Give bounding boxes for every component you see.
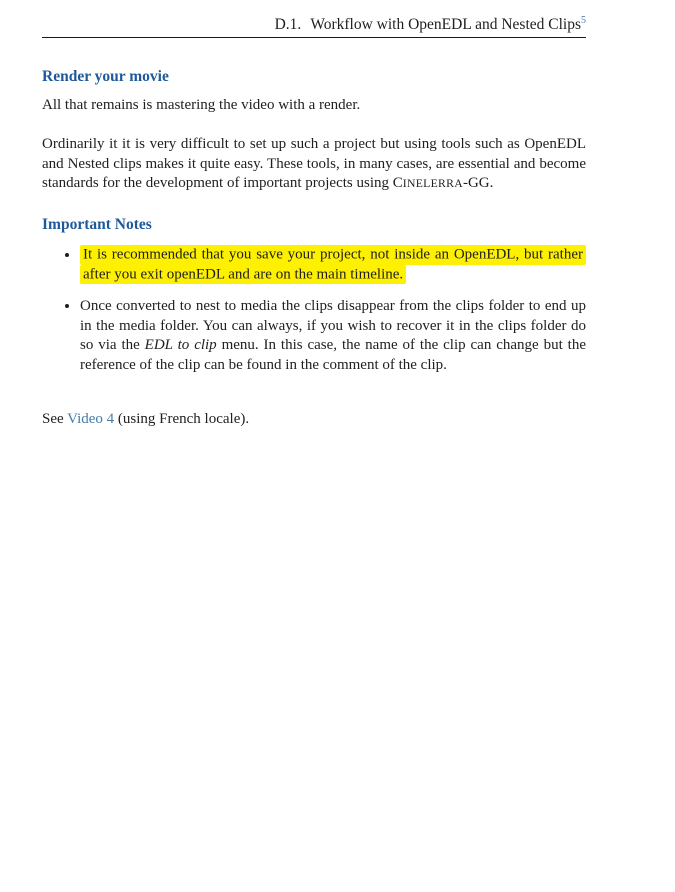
header-section-number: D.1. (274, 16, 302, 33)
video-4-link[interactable]: Video 4 (67, 411, 115, 428)
list-item-save-project (80, 245, 586, 285)
menu-name-edl-to-clip: EDL to clip (144, 337, 217, 354)
note2-text-start: Once converted to nest to media the clips disappear from the clips folder to end up in the media folder. You can always, if you wish to recover it in the clips folder do so via the (80, 298, 586, 354)
notes-list (42, 245, 586, 375)
brand-smallcaps: INELERRA (402, 177, 463, 191)
highlighted-note: It is recommended that you save your project, not inside an OpenEDL, but rather after you exit openEDL and are on the main timeline. (80, 245, 586, 284)
note2-text-end: menu. In this case, the name of the clip can change but the reference of the clip can be found in the comment of the clip. (80, 337, 586, 373)
brand-initial: C (392, 175, 403, 192)
heading-important-notes: Important Notes (42, 215, 152, 233)
running-header (42, 15, 586, 38)
heading-render-your-movie: Render your movie (42, 68, 169, 85)
see-line-suffix: (using French locale). (114, 411, 250, 428)
brand-cinelerra-gg (393, 175, 494, 191)
list-item-nest-to-media (80, 296, 586, 375)
footnote-marker-link[interactable]: 5 (581, 14, 586, 26)
paragraph-tools (42, 135, 586, 193)
see-line-prefix: See (42, 411, 68, 428)
paragraph-render-intro: All that remains is mastering the video with a render. (42, 97, 361, 113)
header-title: Workflow with OpenEDL and Nested Clips (310, 16, 581, 33)
brand-suffix: -GG. (462, 175, 494, 192)
see-video-line (42, 410, 586, 429)
paragraph-tools-text: Ordinarily it it is very difficult to set up such a project but using tools such as OpenEDL and Nested clips makes it quite easy. These tools, in many cases, are essential and become standards for the development of important projects using (42, 136, 586, 192)
